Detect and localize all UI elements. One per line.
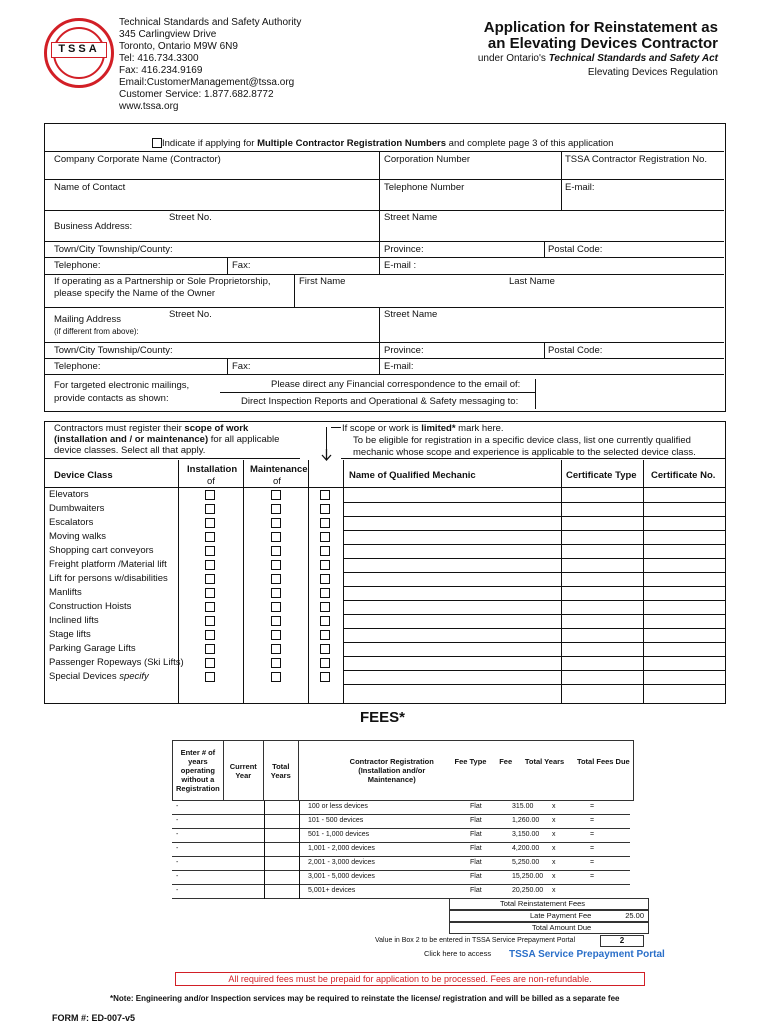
multi-registration-checkbox[interactable]	[152, 138, 162, 148]
fee-row: - 2,001 - 3,000 devices Flat 5,250.00 x =	[172, 857, 630, 871]
installation-checkbox[interactable]	[205, 616, 215, 626]
installation-checkbox[interactable]	[205, 546, 215, 556]
col-mechanic-name: Name of Qualified Mechanic	[349, 470, 476, 481]
form-number: FORM #: ED-007-v5	[52, 1013, 136, 1023]
mailing-telephone-label: Telephone:	[54, 361, 101, 372]
installation-checkbox[interactable]	[205, 672, 215, 682]
device-class-row: Special Devices specify	[49, 671, 149, 682]
limited-checkbox[interactable]	[320, 546, 330, 556]
fee-rows	[172, 801, 630, 899]
limited-checkbox[interactable]	[320, 658, 330, 668]
maintenance-checkbox[interactable]	[271, 672, 281, 682]
targeted-line-1: For targeted electronic mailings,	[54, 380, 190, 391]
fees-hdr-total-years: Total Years	[263, 741, 298, 801]
device-class-row: Escalators	[49, 517, 94, 528]
org-tel: Tel: 416.734.3300	[119, 53, 199, 64]
total-amount-row: Total Amount Due	[449, 922, 649, 934]
mailing-province-label: Province:	[384, 345, 424, 356]
maintenance-checkbox[interactable]	[271, 658, 281, 668]
mailing-postal-label: Postal Code:	[548, 345, 603, 356]
limited-scope-label: If scope or work is limited* mark here.	[342, 423, 504, 434]
arrow-down-icon	[320, 449, 333, 461]
installation-checkbox[interactable]	[205, 504, 215, 514]
device-class-row: Construction Hoists	[49, 601, 132, 612]
targeted-line-2: provide contacts as shown:	[54, 393, 169, 404]
device-class-row: Moving walks	[49, 531, 107, 542]
limited-checkbox[interactable]	[320, 644, 330, 654]
form-title-block	[478, 20, 718, 80]
scope-intro-2: (installation and / or maintenance) for all applicable	[54, 434, 280, 445]
installation-checkbox[interactable]	[205, 490, 215, 500]
maintenance-checkbox[interactable]	[271, 644, 281, 654]
logo-text: TSSA	[51, 42, 107, 58]
limited-checkbox[interactable]	[320, 574, 330, 584]
fees-hdr-years: Enter # of years operating without a Registration	[173, 741, 224, 801]
fee-note: *Note: Engineering and/or Inspection services may be required to reinstate the license/ registration and will be billed as a separate fee	[110, 994, 620, 1003]
street-name-label: Street Name	[384, 212, 438, 223]
maintenance-checkbox[interactable]	[271, 490, 281, 500]
maintenance-checkbox[interactable]	[271, 560, 281, 570]
prepaid-warning: All required fees must be prepaid for application to be processed. Fees are non-refundable.	[175, 972, 645, 986]
last-name-label: Last Name	[509, 276, 555, 287]
maintenance-checkbox[interactable]	[271, 574, 281, 584]
title-line-1: Application for Reinstatement as	[483, 19, 718, 36]
fees-title: FEES*	[360, 709, 406, 726]
business-address-label: Business Address:	[54, 221, 133, 232]
device-class-row: Lift for persons w/disabilities	[49, 573, 168, 584]
col-device-class: Device Class	[54, 470, 113, 481]
installation-checkbox[interactable]	[205, 532, 215, 542]
org-website[interactable]: www.tssa.org	[119, 101, 179, 112]
device-class-row: Manlifts	[49, 587, 82, 598]
scope-intro-3: device classes. Select all that apply.	[54, 445, 206, 456]
direct-inspection-label: Direct Inspection Reports and Operational & Safety messaging to:	[241, 396, 519, 407]
eligible-line-1: To be eligible for registration in a specific device class, list one currently qualified	[353, 435, 691, 446]
maintenance-checkbox[interactable]	[271, 602, 281, 612]
email-label: E-mail:	[565, 182, 595, 193]
mailing-town-label: Town/City Township/County:	[54, 345, 173, 356]
maintenance-checkbox[interactable]	[271, 546, 281, 556]
maintenance-checkbox[interactable]	[271, 518, 281, 528]
tssa-logo	[44, 18, 114, 88]
installation-checkbox[interactable]	[205, 644, 215, 654]
corp-number-label: Corporation Number	[384, 154, 471, 165]
title-line-2: an Elevating Devices Contractor	[487, 35, 718, 52]
maintenance-checkbox[interactable]	[271, 504, 281, 514]
org-service: Customer Service: 1.877.682.8772	[119, 89, 274, 100]
installation-checkbox[interactable]	[205, 588, 215, 598]
limited-checkbox[interactable]	[320, 490, 330, 500]
limited-checkbox[interactable]	[320, 504, 330, 514]
org-city: Toronto, Ontario M9W 6N9	[119, 41, 238, 52]
fee-row: - 3,001 - 5,000 devices Flat 15,250.00 x =	[172, 871, 630, 885]
total-reinstatement-row: Total Reinstatement Fees	[449, 898, 649, 910]
installation-checkbox[interactable]	[205, 658, 215, 668]
contractor-info-section	[44, 123, 726, 412]
regulation-line: Elevating Devices Regulation	[587, 67, 718, 78]
installation-checkbox[interactable]	[205, 518, 215, 528]
financial-label: Please direct any Financial correspondence to the email of:	[271, 379, 521, 390]
fax-label: Fax:	[232, 260, 251, 271]
fee-row: - 100 or less devices Flat 315.00 x =	[172, 801, 630, 815]
prepayment-portal-link[interactable]: TSSA Service Prepayment Portal	[509, 949, 665, 960]
box2-note: Value in Box 2 to be entered in TSSA Service Prepayment Portal	[375, 937, 576, 944]
street-no-label: Street No.	[169, 212, 212, 223]
device-class-row: Parking Garage Lifts	[49, 643, 136, 654]
org-street: 345 Carlingview Drive	[119, 29, 217, 40]
org-email[interactable]: Email:CustomerManagement@tssa.org	[119, 77, 295, 88]
postal-label: Postal Code:	[548, 244, 603, 255]
mailing-email-label: E-mail:	[384, 361, 414, 372]
device-class-row: Dumbwaiters	[49, 503, 105, 514]
org-address-block	[119, 17, 301, 113]
mailing-fax-label: Fax:	[232, 361, 251, 372]
fees-header-row	[173, 741, 634, 801]
limited-checkbox[interactable]	[320, 518, 330, 528]
maintenance-checkbox[interactable]	[271, 616, 281, 626]
mailing-address-label: Mailing Address	[54, 314, 122, 325]
maintenance-checkbox[interactable]	[271, 630, 281, 640]
act-line: under Ontario's Technical Standards and Safety Act	[477, 53, 718, 64]
limited-checkbox[interactable]	[320, 616, 330, 626]
fee-row: - 101 - 500 devices Flat 1,260.00 x =	[172, 815, 630, 829]
installation-checkbox[interactable]	[205, 574, 215, 584]
click-access: Click here to access	[424, 949, 492, 958]
scope-section	[44, 421, 726, 704]
late-payment-row: Late Payment Fee 25.00	[449, 910, 649, 922]
first-name-label: First Name	[299, 276, 346, 287]
telephone-number-label: Telephone Number	[384, 182, 465, 193]
town-label: Town/City Township/County:	[54, 244, 173, 255]
device-class-row: Shopping cart conveyors	[49, 545, 154, 556]
col-maintenance: Maintenance	[250, 464, 308, 475]
mailing-street-no-label: Street No.	[169, 309, 212, 320]
installation-checkbox[interactable]	[205, 602, 215, 612]
email2-label: E-mail :	[384, 260, 417, 271]
company-name-label: Company Corporate Name (Contractor)	[54, 154, 221, 165]
partnership-line-1: If operating as a Partnership or Sole Proprietorship,	[54, 276, 271, 287]
limited-checkbox[interactable]	[320, 588, 330, 598]
col-cert-type: Certificate Type	[566, 470, 637, 481]
tssa-reg-label: TSSA Contractor Registration No.	[565, 154, 708, 165]
device-class-row: Inclined lifts	[49, 615, 99, 626]
col-installation-of: of	[207, 476, 215, 487]
scope-intro-1: Contractors must register their scope of work	[54, 423, 249, 434]
device-class-row: Freight platform /Material lift	[49, 559, 167, 570]
eligible-line-2: mechanic whose scope and experience is applicable to the selected device class.	[353, 447, 696, 458]
telephone-label: Telephone:	[54, 260, 101, 271]
device-class-row: Elevators	[49, 489, 89, 500]
maintenance-checkbox[interactable]	[271, 588, 281, 598]
device-class-row: Stage lifts	[49, 629, 91, 640]
installation-checkbox[interactable]	[205, 560, 215, 570]
province-label: Province:	[384, 244, 424, 255]
col-maintenance-of: of	[273, 476, 281, 487]
org-fax: Fax: 416.234.9169	[119, 65, 203, 76]
mailing-street-name-label: Street Name	[384, 309, 438, 320]
multi-registration-row: Indicate if applying for Multiple Contractor Registration Numbers and complete page 3 of this application	[152, 138, 613, 149]
org-name: Technical Standards and Safety Authority	[119, 17, 302, 28]
device-class-row: Passenger Ropeways (Ski Lifts)	[49, 657, 184, 668]
maintenance-checkbox[interactable]	[271, 532, 281, 542]
limited-checkbox[interactable]	[320, 602, 330, 612]
mailing-note: (if different from above):	[54, 327, 139, 336]
partnership-line-2: please specify the Name of the Owner	[54, 288, 216, 299]
fees-hdr-current: Current Year	[223, 741, 263, 801]
col-installation: Installation	[187, 464, 238, 475]
fee-row: - 501 - 1,000 devices Flat 3,150.00 x =	[172, 829, 630, 843]
contact-name-label: Name of Contact	[54, 182, 126, 193]
limited-checkbox[interactable]	[320, 672, 330, 682]
fee-row: - 1,001 - 2,000 devices Flat 4,200.00 x =	[172, 843, 630, 857]
col-cert-no: Certificate No.	[651, 470, 716, 481]
limited-checkbox[interactable]	[320, 630, 330, 640]
fees-table	[172, 740, 634, 801]
fees-hdr-registration: Contractor Registration (Installation and/or Maintenance) Fee Type Fee Total Years Total Fees Due	[298, 741, 633, 801]
installation-checkbox[interactable]	[205, 630, 215, 640]
limited-checkbox[interactable]	[320, 532, 330, 542]
box2-value[interactable]: 2	[600, 935, 644, 947]
fee-row: - 5,001+ devices Flat 20,250.00 x	[172, 885, 630, 899]
limited-checkbox[interactable]	[320, 560, 330, 570]
